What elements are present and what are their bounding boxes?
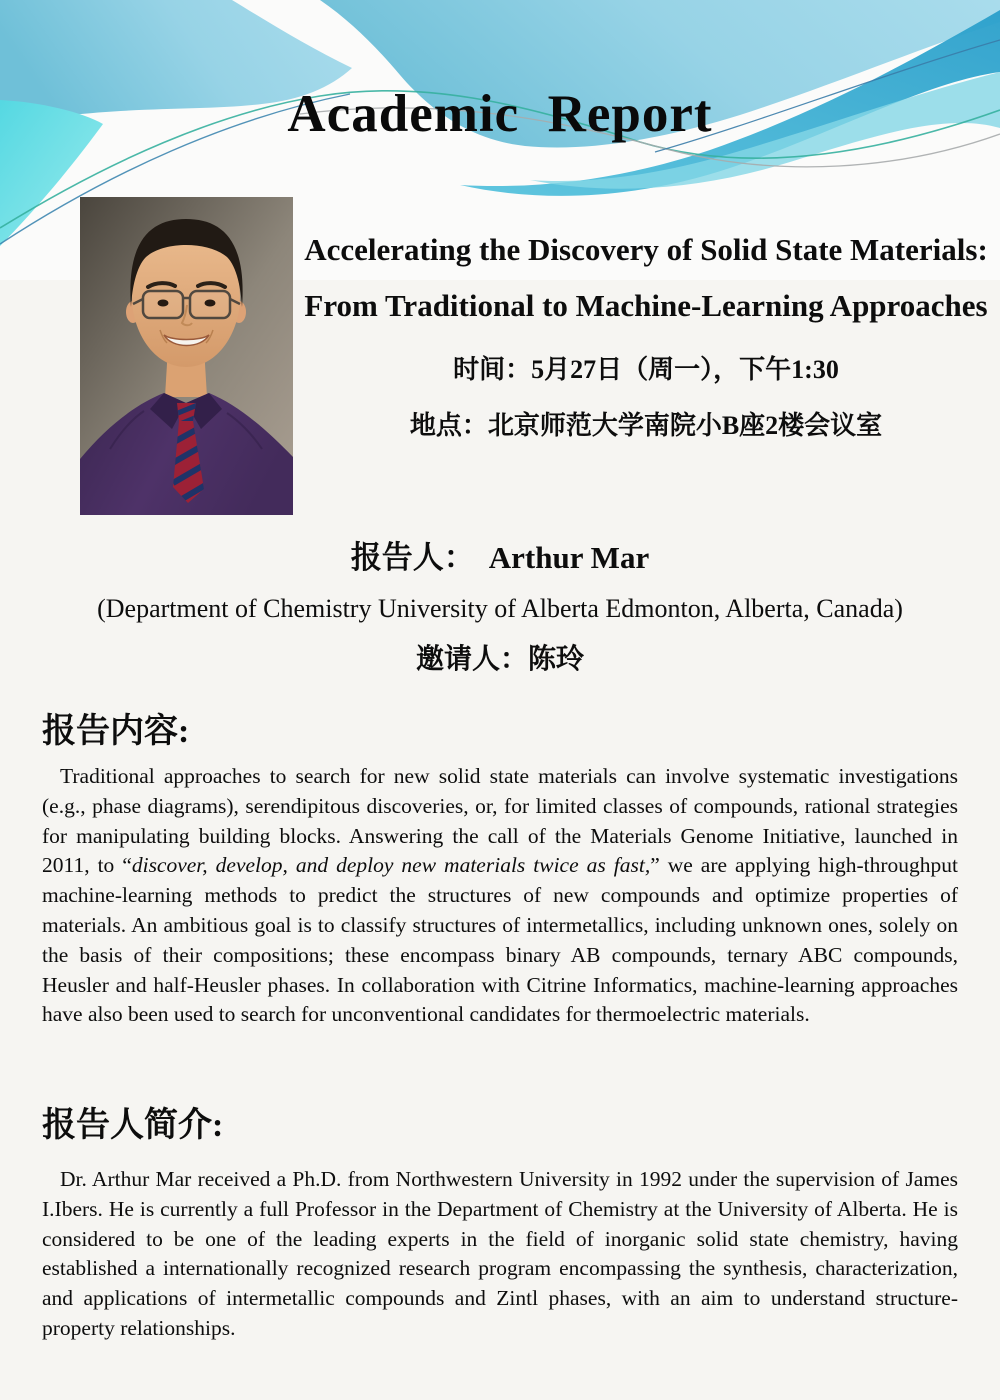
talk-time: 时间：5月27日（周一），下午1:30 <box>453 355 839 384</box>
talk-title-line1: Accelerating the Discovery of Solid State Materials: <box>304 232 988 267</box>
bio-heading: 报告人简介: <box>42 1107 224 1144</box>
speaker-photo <box>80 197 293 515</box>
abstract-text-end: ” we are applying high-throughput machine-learning methods to predict the structures of new compounds and optimize properties of materials. An ambitious goal is to classify structures of intermetallics, including unknown ones, solely on the basis of their compositions; these encompass binary AB compounds, ternary ABC compounds, Heusler and half-Heusler phases. In collaboration with Citrine Informatics, machine-learning approaches have also been used to search for unconventional candidates for thermoelectric materials. <box>42 853 959 1027</box>
speaker-label: 报告人： <box>350 540 475 575</box>
abstract-text-italic: discover, develop, and deploy new materials twice as fast, <box>131 853 651 878</box>
speaker-name: Arthur Mar <box>488 540 650 575</box>
abstract-heading: 报告内容: <box>42 713 190 750</box>
abstract-paragraph <box>42 762 958 1030</box>
talk-title-line2: From Traditional to Machine-Learning Approaches <box>304 288 988 323</box>
speaker-line <box>0 538 1000 578</box>
host-line: 邀请人：陈玲 <box>415 644 584 675</box>
talk-location: 地点：北京师范大学南院小B座2楼会议室 <box>409 411 883 440</box>
bio-paragraph: Dr. Arthur Mar received a Ph.D. from Northwestern University in 1992 under the supervision of James I.Ibers. He is currently a full Professor in the Department of Chemistry at the University of Alberta. He is considered to be one of the leading experts in the field of inorganic solid state chemistry, having established a internationally recognized research program encompassing the synthesis, characterization, and applications of intermetallic compounds and Zintl phases, with an aim to understand structure-property relationships. <box>42 1167 958 1340</box>
talk-title-block <box>300 222 992 444</box>
abstract-text-start: Traditional approaches to search for new solid state materials can involve systematic investigations (e.g., phase diagrams), serendipitous discoveries, or, for limited classes of compounds, rational strategies for manipulating building blocks. Answering the call of the Materials Genome Initiative, launched in 2011, to “ <box>42 764 958 878</box>
page-title: Academic Report <box>287 85 713 143</box>
speaker-affiliation: (Department of Chemistry University of Alberta Edmonton, Alberta, Canada) <box>97 594 903 623</box>
